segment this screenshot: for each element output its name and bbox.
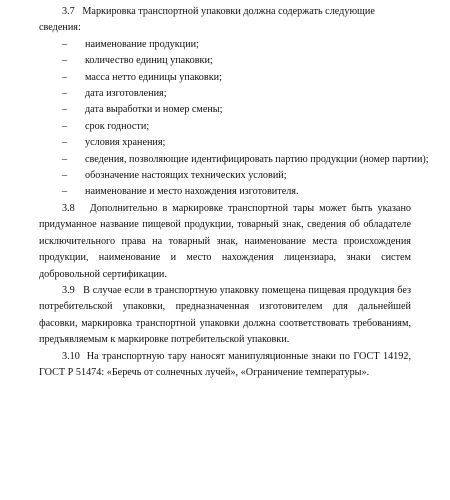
section-3-8 — [39, 201, 411, 283]
list-dash: – — [62, 170, 68, 182]
list-item-text: дата выработки и номер смены; — [85, 104, 223, 116]
section-number: 3.8 — [62, 202, 75, 214]
section-text: Маркировка транспортной упаковки должна содержать следующие сведения: — [39, 6, 375, 34]
list-dash: – — [62, 38, 68, 50]
list-item-text: наименование продукции; — [85, 38, 199, 50]
marking-requirements-list — [39, 37, 429, 201]
list-item — [39, 70, 411, 86]
section-3-9 — [39, 283, 411, 349]
section-number: 3.10 — [62, 350, 80, 362]
list-item — [39, 119, 411, 135]
list-item-text: срок годности; — [85, 120, 150, 132]
list-dash: – — [62, 120, 68, 132]
list-dash: – — [62, 71, 68, 83]
list-item — [39, 168, 411, 184]
section-number: 3.9 — [62, 284, 75, 296]
list-item — [39, 135, 411, 151]
list-dash: – — [62, 55, 68, 67]
list-item — [39, 86, 411, 102]
list-item — [39, 184, 411, 200]
list-item-text: условия хранения; — [85, 137, 166, 149]
section-number: 3.7 — [62, 6, 75, 17]
list-dash: – — [62, 137, 68, 149]
section-text: В случае если в транспортную упаковку помещена пищевая продукция без потребительской упаковки, предназначенная изготовителем для дальнейшей фасовки, маркировка транспортной упаковки должна соответствовать требованиям, предъявляемым к маркировке потребительской упаковки. — [39, 284, 411, 346]
section-text: На транспортную тару наносят манипуляционные знаки по ГОСТ 14192, ГОСТ Р 51474: «Беречь от солнечных лучей», «Ограничение температуры». — [39, 350, 412, 378]
section-3-10 — [39, 349, 411, 382]
list-item-text: сведения, позволяющие идентифицировать партию продукции (номер партии); — [85, 153, 429, 165]
list-dash: – — [62, 88, 68, 100]
list-item — [39, 152, 429, 168]
list-item-text: количество единиц упаковки; — [85, 55, 213, 67]
list-item — [39, 102, 411, 118]
list-dash: – — [62, 153, 68, 165]
document-body — [39, 4, 429, 381]
list-item — [39, 37, 411, 53]
list-item-text: наименование и место нахождения изготовителя. — [85, 186, 299, 198]
section-3-7 — [39, 4, 411, 37]
section-text: Дополнительно в маркировке транспортной тары может быть указано придуманное название пищевой продукции, товарный знак, сведения об обладателе исключительного права на товарный знак, наименование места происхождения продукции, наименование и место нахождения лицензиара, знаки систем добровольной сертификации. — [39, 202, 411, 280]
list-item-text: обозначение настоящих технических условий; — [85, 170, 287, 182]
list-item-text: дата изготовления; — [85, 88, 167, 100]
list-dash: – — [62, 104, 68, 116]
list-item — [39, 53, 411, 69]
list-dash: – — [62, 186, 68, 198]
list-item-text: масса нетто единицы упаковки; — [85, 71, 222, 83]
